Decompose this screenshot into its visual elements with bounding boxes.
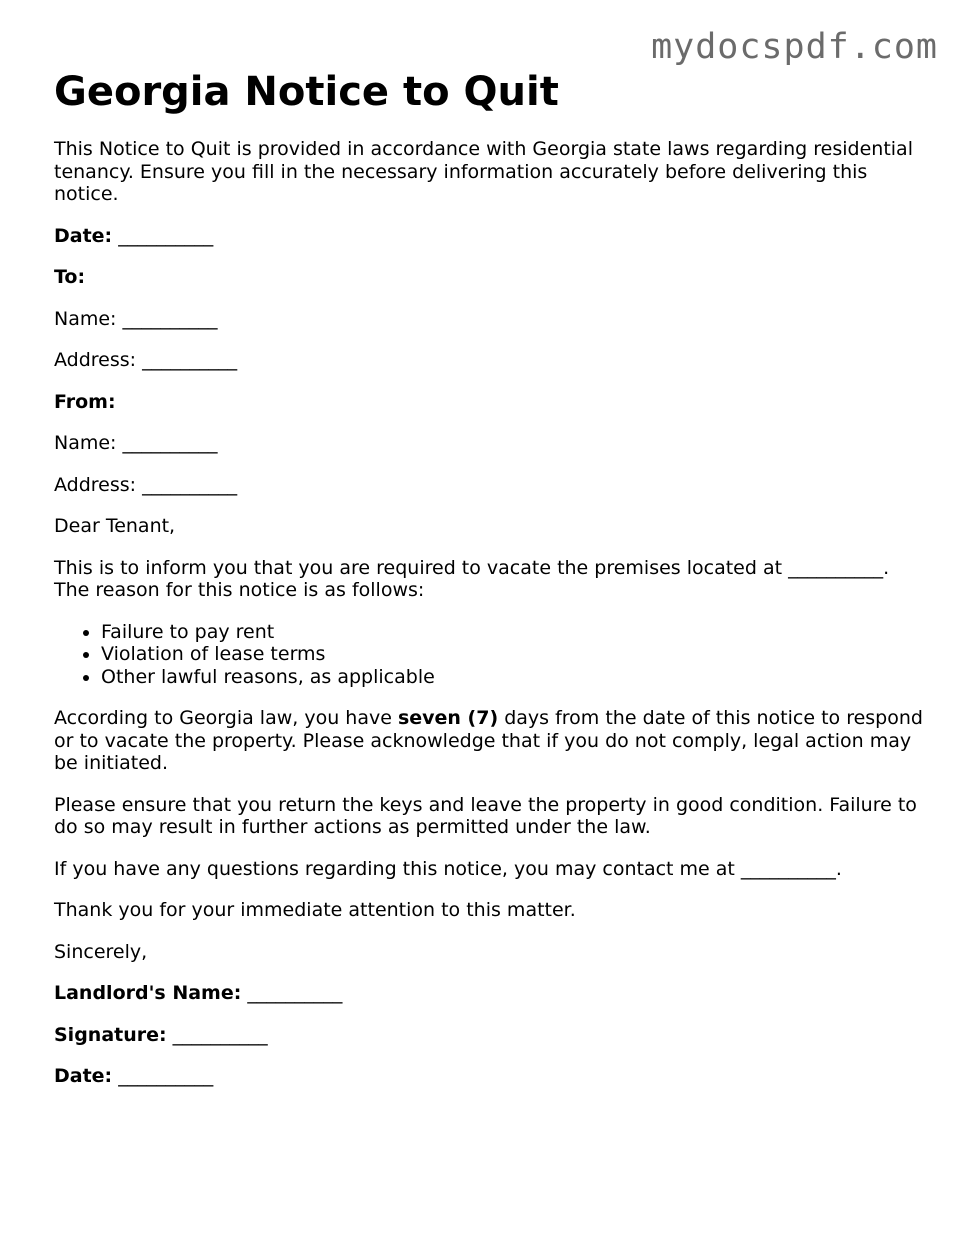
to-name-label: Name: bbox=[54, 307, 117, 330]
to-address-field bbox=[54, 349, 924, 372]
from-name-label: Name: bbox=[54, 432, 117, 454]
from-label: From: bbox=[54, 390, 116, 413]
from-name-field bbox=[54, 432, 924, 455]
salutation: Dear Tenant, bbox=[54, 515, 176, 537]
closing: Sincerely, bbox=[54, 940, 148, 963]
inform-text: This is to inform you that you are required to vacate the premises located at bbox=[54, 556, 783, 579]
list-item: • Failure to pay rent bbox=[101, 621, 924, 644]
signature-field bbox=[54, 1024, 924, 1047]
watermark: mydocspdf.com bbox=[651, 27, 938, 67]
list-item: • Violation of lease terms bbox=[101, 643, 924, 666]
law-text-end: days from the date of this notice to respond or to vacate the property. Please acknowledge that if you do not comply, legal action may be initiated. bbox=[54, 707, 923, 774]
reasons-list bbox=[54, 621, 924, 689]
premises-blank: __________ bbox=[788, 556, 884, 579]
thanks-paragraph: Thank you for your immediate attention to this matter. bbox=[54, 899, 576, 921]
law-days: seven (7) bbox=[397, 707, 499, 729]
signature-label: Signature: bbox=[54, 1023, 167, 1046]
signature-date-label: Date: bbox=[54, 1065, 113, 1087]
law-text: According to Georgia law, you have bbox=[54, 707, 392, 729]
list-item: • Other lawful reasons, as applicable bbox=[101, 666, 924, 689]
to-name-blank: __________ bbox=[122, 307, 218, 330]
contact-blank: __________ bbox=[740, 857, 836, 880]
contact-text: If you have any questions regarding this notice, you may contact me at bbox=[54, 857, 735, 880]
signature-date-field bbox=[54, 1065, 924, 1088]
intro-paragraph: This Notice to Quit is provided in accordance with Georgia state laws regarding residential tenancy. Ensure you fill in the necessary information accurately before delivering this notice. bbox=[54, 138, 913, 205]
document bbox=[54, 70, 924, 1107]
to-address-blank: __________ bbox=[142, 349, 238, 371]
date-field bbox=[54, 225, 924, 248]
landlord-name-blank: __________ bbox=[247, 982, 343, 1004]
date-label: Date: bbox=[54, 224, 113, 247]
from-address-field bbox=[54, 474, 924, 497]
contact-paragraph bbox=[54, 858, 924, 881]
landlord-name-field bbox=[54, 982, 924, 1005]
from-heading bbox=[54, 391, 924, 414]
signature-date-blank: __________ bbox=[118, 1065, 214, 1087]
signature-blank: __________ bbox=[172, 1023, 268, 1046]
from-name-blank: __________ bbox=[122, 432, 218, 454]
inform-paragraph bbox=[54, 557, 924, 602]
landlord-name-label: Landlord's Name: bbox=[54, 982, 242, 1004]
to-name-field bbox=[54, 308, 924, 331]
from-address-blank: __________ bbox=[142, 473, 238, 496]
to-address-label: Address: bbox=[54, 349, 137, 371]
from-address-label: Address: bbox=[54, 473, 137, 496]
contact-text-end: . bbox=[835, 857, 842, 880]
to-label: To: bbox=[54, 266, 86, 288]
keys-paragraph: Please ensure that you return the keys and leave the property in good condition. Failure to do so may result in further actions as permitted under the law. bbox=[54, 793, 917, 838]
date-blank: __________ bbox=[118, 224, 214, 247]
to-heading bbox=[54, 266, 924, 289]
law-paragraph bbox=[54, 707, 924, 775]
inform-text-end: . The reason for this notice is as follows: bbox=[54, 556, 890, 601]
page-title: Georgia Notice to Quit bbox=[54, 69, 559, 115]
